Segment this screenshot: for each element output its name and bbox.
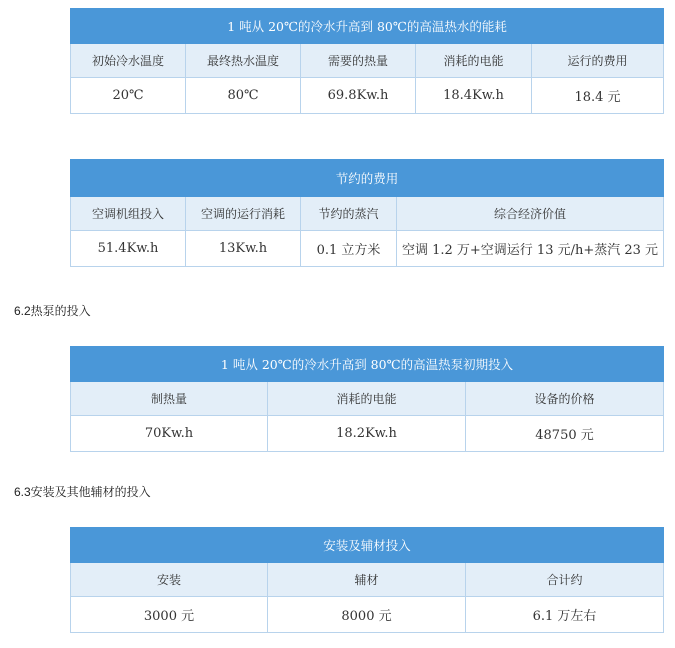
table-cell: 18.4 元 — [532, 78, 664, 114]
column-header: 合计约 — [466, 563, 664, 597]
table-cell: 69.8Kw.h — [301, 78, 416, 114]
column-header: 安装 — [71, 563, 268, 597]
column-header: 空调的运行消耗 — [186, 197, 301, 231]
column-header: 综合经济价值 — [397, 197, 664, 231]
table-cell: 空调 1.2 万+空调运行 13 元/h+蒸汽 23 元 — [397, 231, 664, 267]
table-cell: 8000 元 — [268, 597, 466, 633]
energy-consumption-table — [70, 8, 664, 114]
column-header: 设备的价格 — [466, 382, 664, 416]
column-header: 运行的费用 — [532, 44, 664, 78]
table-title: 1 吨从 20℃的冷水升高到 80℃的高温热泵初期投入 — [71, 347, 664, 382]
column-header: 初始冷水温度 — [71, 44, 186, 78]
savings-table — [70, 159, 664, 267]
section-heading-heat-pump: 6.2热泵的投入 — [14, 304, 91, 318]
table-cell: 48750 元 — [466, 416, 664, 452]
table-cell: 80℃ — [186, 78, 301, 114]
column-header: 辅材 — [268, 563, 466, 597]
installation-materials-table — [70, 527, 664, 633]
table-title: 1 吨从 20℃的冷水升高到 80℃的高温热水的能耗 — [71, 9, 664, 44]
table-cell: 18.2Kw.h — [268, 416, 466, 452]
column-header: 消耗的电能 — [268, 382, 466, 416]
table-cell: 6.1 万左右 — [466, 597, 664, 633]
table-cell: 0.1 立方米 — [301, 231, 397, 267]
table-cell: 13Kw.h — [186, 231, 301, 267]
table-title: 安装及辅材投入 — [71, 528, 664, 563]
column-header: 空调机组投入 — [71, 197, 186, 231]
heat-pump-investment-table — [70, 346, 664, 452]
table-cell: 70Kw.h — [71, 416, 268, 452]
table-cell: 3000 元 — [71, 597, 268, 633]
column-header: 需要的热量 — [301, 44, 416, 78]
table-cell: 20℃ — [71, 78, 186, 114]
table-cell: 18.4Kw.h — [416, 78, 532, 114]
column-header: 节约的蒸汽 — [301, 197, 397, 231]
table-title: 节约的费用 — [71, 160, 664, 197]
column-header: 最终热水温度 — [186, 44, 301, 78]
column-header: 消耗的电能 — [416, 44, 532, 78]
table-cell: 51.4Kw.h — [71, 231, 186, 267]
section-heading-installation: 6.3安装及其他辅材的投入 — [14, 485, 151, 499]
column-header: 制热量 — [71, 382, 268, 416]
